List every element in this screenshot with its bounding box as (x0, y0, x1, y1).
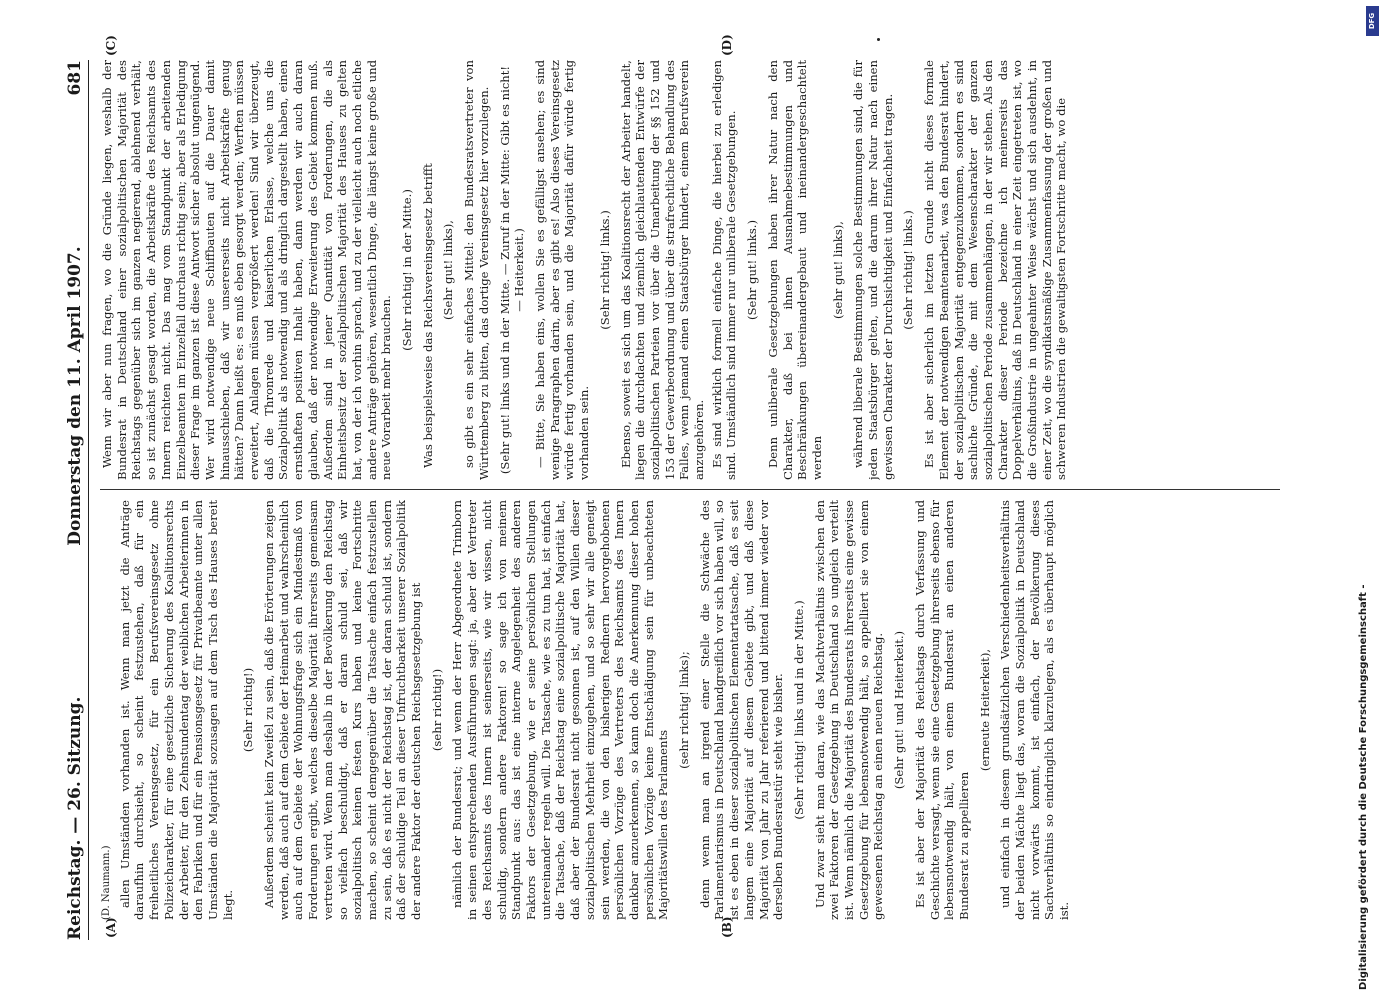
digitization-credit (1355, 0, 1377, 1000)
section-marker-c: (C) (104, 35, 118, 56)
paragraph: (Sehr gut! links.) (745, 220, 760, 320)
paragraph: (Sehr gut! links und in der Mitte. — Zuruf in der Mitte: Gibt es nicht! — Heiterkeit.) (497, 65, 527, 475)
header-date: Donnerstag den 11. April 1907. (65, 246, 85, 546)
credit-text: Digitalisierung gefördert durch die Deutsche Forschungsgemeinschaft - (1358, 584, 1369, 990)
dfg-logo-text: DFG (1368, 12, 1377, 30)
paragraph: während liberale Bestimmungen solche Bestimmungen sind, die für jeden Staatsbürger gelten, und die darum ihrer Natur nach einen gewissen Charakter der Durchsichtigkeit und Einfachheit tragen. (851, 60, 895, 480)
paragraph: — Bitte, Sie haben eins, wollen Sie es gefälligst ansehen; es sind wenige Paragraphen darin, aber es gibt es! Also dieses Vereinsgesetz würde fertig vorhanden sein, und die Majorität dafür würde fertig vorhanden sein. (532, 60, 592, 480)
column-divider (100, 489, 1280, 490)
paragraph: nämlich der Bundesrat; und wenn der Herr Abgeordnete Trimborn in seinen entsprechenden Ausführungen sagt: ja, aber der Vertreter des Reichsamts des Innern ist seinerseits, wie wir wissen, nicht schuldig, sondern andere Faktoren! so sage ich von meinem Standpunkt aus: das ist eine interne Angelegenheit des anderen Faktors der Gesetzgebung, wie er seine persönlichen Stellungen untereinander regeln will. Die Tatsache, wie es zu tun hat, ist einfach die Tatsache, daß der Reichstag eine sozialpolitische Majorität hat, daß aber der Bundesrat nicht gesonnen ist, auf den Willen dieser sozialpolitischen Mehrheit einzugehen, und so sehr wir alle geneigt sein werden, die von den bisherigen Rednern hervorgehobenen persönlichen Vorzüge des Vertreters des Reichsamts des Innern dankbar anzuerkennen, so kann doch die Anerkennung dieser hohen persönlichen Vorzüge keine Entschädigung sein für unbeachteten Majoritätswillen des Parlaments (450, 500, 671, 920)
paragraph: und einfach in diesem grundsätzlichen Verschiedenheitsverhältnis der beiden Mächte liegt das, woran die Sozialpolitik in Deutschland nicht vorwärts kommt, ist einfach, der Bevölkerung dieses Sachverhältnis so eindringlich klarzulegen, als es überhaupt möglich ist. (998, 500, 1072, 920)
paragraph: (Sehr richtig!) (241, 667, 256, 753)
paragraph: Es sind wirklich formell einfache Dinge, die hierbei zu erledigen sind. Umständlich sind immer nur unliberale Gesetzgebungen. (709, 60, 739, 480)
paragraph: (Sehr gut! links), (441, 220, 456, 320)
header-left: Reichstag. — 26. Sitzung. (65, 696, 85, 940)
paragraph: Wenn wir aber nun fragen, wo die Gründe liegen, weshalb der Bundesrat in Deutschland einer sozialpolitischen Majorität des Reichstags gegenüber sich im ganzen negierend, ablehnend verhält, so ist zunächst gesagt worden, die Arbeitskräfte des Reichsamts des Innern reichten nicht. Das mag vom Standpunkt der arbeitenden Einzelbeamten im Einzelfall durchaus richtig sein; aber als Erledigung dieser Frage im ganzen ist diese Antwort sicher absolut ungenügend. Wer wird notwendige neue Schiffbauten auf die Dauer damit hinausschieben, daß wir unsererseits nicht Arbeitskräfte genug hätten? Dann heißt es: es muß eben gesorgt werden; Werften müssen erweitert, Anlagen müssen vergrößert werden! Sind wir überzeugt, daß die Thronrede und kaiserlichen Erlasse, welche uns die Sozialpolitik als notwendig und als dringlich dargestellt haben, einen ernsthaften positiven Inhalt haben, dann werden wir auch daran glauben, daß der notwendige Erweiterung des Gebiet kommen muß. Außerdem sind in jener Quantität von Forderungen, die als Einheitsbesitz der sozialpolitischen Majorität des Hauses zu gelten hat, von der ich vorhin sprach, und zu der vielleicht auch noch etliche andere Anträge gehören, wesentlich Dinge, die längst keine große und neue Vorarbeit mehr brauchen. (100, 60, 394, 480)
paragraph: Und zwar sieht man daran, wie das Machtverhältnis zwischen den zwei Faktoren der Gesetzgebung in Deutschland so ungleich verteilt ist. Wenn nämlich die Majorität des Bundesrats ihrerseits eine gewisse Gesetzgebung für lebensnotwendig hält, so appelliert sie von einem gewesenen Reichstag an einen neuen Reichstag. (812, 500, 886, 920)
right-column (100, 60, 1340, 480)
speaker-label: (D. Naumann.) (101, 845, 112, 920)
paragraph: (sehr gut! links), (830, 221, 845, 319)
paragraph: (sehr richtig! links); (677, 651, 692, 769)
paragraph: denn wenn man an irgend einer Stelle die Schwäche des Parlamentarismus in Deutschland handgreiflich vor sich haben will, so ist es eben in dieser sozialpolitischen Elementartatsache, daß es seit langem eine Majorität auf diesem Gebiete gibt, und daß diese Majorität von Jahr zu Jahr referierend und bittend immer wieder vor derselben Bundesratstür steht wie bisher. (697, 500, 786, 920)
paragraph: Es ist aber der Majorität des Reichstags durch Verfassung und Geschichte versagt, wenn sie eine Gesetzgebung ihrerseits ebenso für lebensnotwendig hält, von einem Bundesrat an einen anderen Bundesrat zu appellieren (912, 500, 971, 920)
paragraph: Außerdem scheint kein Zweifel zu sein, daß die Erörterungen zeigen werden, daß auch auf dem Gebiete der Heimarbeit und wahrscheinlich auch auf dem Gebiete der Wohnungsfrage sich ein Mindestmaß von Forderungen ergibt, welches dieselbe Majorität ihrerseits gemeinsam vertreten wird. Wenn man deshalb in der Bevölkerung den Reichstag so vielfach beschuldigt, daß er daran schuld sei, daß wir sozialpolitisch keinen festen Kurs haben und keine Fortschritte machen, so scheint demgegenüber die Tatsache einfach festzustellen zu sein, daß es nicht der Reichstag ist, der daran schuld ist, sondern daß der schuldige Teil an dieser Unfruchtbarkeit unserer Sozialpolitik der andere Faktor der deutschen Reichsgesetzgebung ist (262, 500, 424, 920)
paragraph: (Sehr richtig! links.) (597, 210, 612, 330)
section-marker-b: (B) (720, 916, 734, 938)
paragraph: Ebenso, soweit es sich um das Koalitionsrecht der Arbeiter handelt, liegen die durchdachten und ziemlich gleichlautenden Entwürfe der sozialpolitischen Parteien vor über die Umarbeitung der §§ 152 und 153 der Gewerbeordnung und über die strafrechtliche Behandlung des Falles, wenn jemand einen Staatsbürger hindert, einem Berufsverein anzugehören. (618, 60, 707, 480)
paragraph: allen Umständen vorhanden ist. Wenn man jetzt die Anträge daraufhin durchsieht, so scheint festzustehen, daß für ein freiheitliches Vereinsgesetz, für ein Berufsvereinsgesetz ohne Polizeicharakter, für eine gesetzliche Sicherung des Koalitionsrechts der Arbeiter, für den Zehnstundentag der weiblichen Arbeiterinnen in den Fabriken und für ein Pensionsgesetz für Privatbeamte unter allen Umständen die Majorität sozusagen auf dem Tisch des Hauses bereit liegt. (117, 500, 235, 920)
paragraph: (Sehr richtig! links.) (901, 210, 916, 330)
paragraph: (erneute Heiterkeit), (977, 648, 992, 772)
left-paragraphs (118, 500, 1072, 920)
ink-speck (877, 38, 880, 41)
paragraph: (Sehr richtig! in der Mitte.) (400, 189, 415, 351)
page-header (62, 60, 89, 940)
paragraph: (sehr richtig!) (429, 668, 444, 752)
dfg-logo (1366, 6, 1379, 36)
right-paragraphs (100, 60, 1069, 480)
section-marker-d: (D) (720, 34, 734, 56)
paragraph: Was beispielsweise das Reichsvereinsgesetz betrifft (420, 163, 435, 468)
left-column (100, 500, 1340, 920)
section-marker-a: (A) (104, 917, 118, 938)
paragraph: (Sehr gut! und Heiterkeit.) (892, 630, 907, 790)
paragraph: Denn unliberale Gesetzgebungen haben ihrer Natur nach den Charakter, daß bei ihnen Ausnahmebestimmungen und Beschränkungen übereinandergebaut und ineinandergeschachtelt werden (765, 60, 824, 480)
paragraph: so gibt es ein sehr einfaches Mittel: den Bundesratsvertreter von Württemberg zu bitten, das dortige Vereinsgesetz hier vorzulegen. (462, 60, 491, 480)
paragraph: Es ist aber sicherlich im letzten Grunde nicht dieses formale Element der notwendigen Beamtenarbeit, was den Bundesrat hindert, der sozialpolitischen Majorität entgegenzukommen, sondern es sind sachliche Gründe, die mit dem Wesenscharakter der ganzen sozialpolitischen Periode zusammenhängen, in der wir stehen. Als den Charakter dieser Periode bezeichne ich meinerseits das Doppelverhältnis, daß in Deutschland in einer Zeit eingetreten ist, wo die Großindustrie in ungeahnter Weise wächst und sich ausdehnt, in einer Zeit, wo die syndikatsmäßige Zusammenfassung der großen und schweren Industrien die gewaltigsten Fortschritte macht, wo die (922, 60, 1069, 480)
page-number: 681 (65, 60, 85, 96)
paragraph: (Sehr richtig! links und in der Mitte.) (791, 600, 806, 820)
